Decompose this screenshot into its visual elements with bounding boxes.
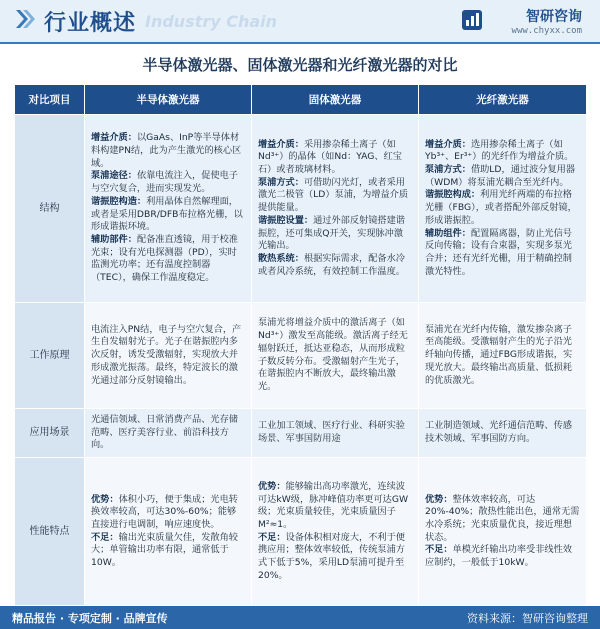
row-label: 工作原理 <box>15 303 85 409</box>
cell-text: 泵浦光在光纤内传输，激发掺杂离子至高能级。受激辐射产生的光子沿光纤轴向传播，通过FBG形成谐振，实现光放大。最终输出高质量、低损耗的优质激光。 <box>425 323 573 386</box>
table-cell <box>252 303 419 409</box>
cell-paragraph <box>258 177 412 215</box>
cell-paragraph <box>91 324 245 387</box>
table-row <box>15 115 587 303</box>
section-title: 行业概述 <box>44 11 137 36</box>
cell-keyword: 谐振腔构造： <box>91 195 147 207</box>
cell-keyword: 泵浦方式： <box>258 176 304 188</box>
cell-keyword: 增益介质： <box>258 138 304 150</box>
cell-paragraph <box>425 544 580 569</box>
cell-paragraph <box>91 494 245 532</box>
cell-text: 设备体积相对庞大，不利于便携应用；整体效率较低，传统泵浦方式下低于5%，采用LD泵浦可提升至20%。 <box>258 531 405 581</box>
cell-text: 配置隔离器，防止光信号反向传输；设有合束器，实现多泵光合并；还有光纤光栅，用于精确控制激光特性。 <box>425 227 572 277</box>
table-cell <box>252 115 419 303</box>
cell-keyword: 不足： <box>91 531 119 543</box>
cell-paragraph <box>258 215 412 253</box>
cell-keyword: 优势： <box>258 480 286 492</box>
table-row <box>15 409 587 458</box>
cell-text: 配备准直透镜，用于校准光束；设有光电探测器（PD），实时监测光功率；还有温度控制器（TEC），确保工作温度稳定。 <box>91 233 238 283</box>
cell-text: 采用掺杂稀土离子（如Nd³⁺）的晶体（如Nd：YAG、红宝石）或者玻璃材料。 <box>258 138 402 176</box>
cell-text: 体积小巧，便于集成；光电转换效率较高，可达30%-60%；能够直接进行电调制，响应速度快。 <box>91 493 238 530</box>
cell-text: 光通信领域、日常消费产品、光存储范畴、医疗美容行业、前沿科技方向。 <box>91 414 238 451</box>
cell-text: 输出光束质量欠佳，发散角较大；单管输出功率有限，通常低于10W。 <box>91 531 238 568</box>
row-label: 结构 <box>15 115 85 303</box>
comparison-table-wrap <box>14 84 586 604</box>
table-cell <box>252 409 419 458</box>
cell-paragraph <box>425 324 580 387</box>
cell-text: 以GaAs、InP等半导体材料构建PN结，此为产生激光的核心区域。 <box>91 132 242 169</box>
table-header-row <box>15 85 587 115</box>
cell-keyword: 优势： <box>425 493 453 505</box>
cell-text: 泵浦光将增益介质中的激活离子（如Nd³⁺）激发至高能级。激活离子经无辐射跃迁，抵达亚稳态，从而形成粒子数反转分布。受激辐射产生光子，在谐振腔内不断放大，最终输出激光。 <box>258 317 408 392</box>
cell-keyword: 谐振腔构成： <box>425 189 481 201</box>
table-cell <box>419 115 587 303</box>
table-cell <box>419 458 587 606</box>
cell-keyword: 泵浦途径： <box>91 170 137 182</box>
cell-text: 单模光纤输出功率受非线性效应制约，一般低于10kW。 <box>425 544 572 568</box>
cell-keyword: 辅助部件： <box>91 233 137 245</box>
cell-paragraph <box>91 234 245 285</box>
row-label: 性能特点 <box>15 458 85 606</box>
table-row <box>15 303 587 409</box>
footer-source: 资料来源：智研咨询整理 <box>467 612 588 625</box>
comparison-table <box>14 84 587 606</box>
cell-text: 通过外部反射镜搭建谐振腔，还可集成Q开关，实现脉冲激光输出。 <box>258 214 405 252</box>
cell-paragraph <box>91 132 245 170</box>
cell-paragraph <box>91 532 245 570</box>
cell-keyword: 辅助组件： <box>425 227 471 239</box>
cell-keyword: 增益介质： <box>91 132 137 144</box>
table-row <box>15 458 587 606</box>
header-semiconductor-laser: 半导体激光器 <box>85 85 252 115</box>
cell-paragraph <box>91 414 245 452</box>
cell-paragraph <box>425 494 580 545</box>
table-cell <box>419 303 587 409</box>
cell-paragraph <box>91 196 245 234</box>
cell-text: 工业加工领域、医疗行业、科研实验场景、军事国防用途 <box>258 420 405 445</box>
cell-keyword: 泵浦方式： <box>425 164 471 176</box>
cell-paragraph <box>91 170 245 195</box>
cell-paragraph <box>258 420 412 445</box>
section-header <box>0 0 600 44</box>
cell-text: 根据实际需求，配备水冷或者风冷系统，有效控制工作温度。 <box>258 252 405 277</box>
cell-paragraph <box>258 532 412 583</box>
cell-text: 电流注入PN结，电子与空穴复合，产生自发辐射光子。光子在谐振腔内多次反射，诱发受激辐射，实现放大并形成激光振荡。最终，特定波长的激光通过部分反射镜输出。 <box>91 323 242 386</box>
double-chevron-icon <box>14 8 36 30</box>
table-cell <box>419 409 587 458</box>
cell-text: 能够输出高功率激光，连续波可达kW级，脉冲峰值功率更可达GW级；光束质量较佳，光束质量因子M²≈1。 <box>258 480 409 530</box>
cell-paragraph <box>258 481 412 532</box>
brand-name: 智研咨询 <box>526 9 582 25</box>
row-label: 应用场景 <box>15 409 85 458</box>
cell-paragraph <box>425 139 580 164</box>
page-title: 半导体激光器、固体激光器和光纤激光器的对比 <box>142 56 458 74</box>
cell-paragraph <box>425 228 580 279</box>
footer-bar <box>0 606 600 629</box>
cell-text: 整体效率较高，可达20%-40%；散热性能出色，通常无需水冷系统；光束质量优良，接近理想状态。 <box>425 493 580 543</box>
cell-text: 利用晶体自然解理面，或者是采用DBR/DFB布拉格光栅，以形成谐振环境。 <box>91 195 243 233</box>
table-cell <box>85 303 252 409</box>
cell-keyword: 谐振腔设置： <box>258 214 314 226</box>
table-cell <box>85 409 252 458</box>
cell-text: 依靠电流注入，促使电子与空穴复合，进而实现发光。 <box>91 170 238 195</box>
cell-text: 选用掺杂稀土离子（如Yb³⁺、Er³⁺）的光纤作为增益介质。 <box>425 138 574 163</box>
cell-paragraph <box>425 420 580 445</box>
cell-keyword: 优势： <box>91 493 119 505</box>
cell-keyword: 不足： <box>425 544 453 556</box>
cell-paragraph <box>258 317 412 393</box>
cell-text: 可借助闪光灯，或者采用激光二极管（LD）泵浦，为增益介质提供能量。 <box>258 176 409 214</box>
cell-paragraph <box>258 253 412 278</box>
table-cell <box>85 458 252 606</box>
header-solid-state-laser: 固体激光器 <box>252 85 419 115</box>
header-watermark: Industry Chain <box>145 12 278 31</box>
header-compare-item: 对比项目 <box>15 85 85 115</box>
cell-paragraph <box>425 164 580 189</box>
table-cell <box>252 458 419 606</box>
cell-text: 利用光纤两端的布拉格光栅（FBG），或者搭配外部反射镜，形成谐振腔。 <box>425 189 577 226</box>
footer-slogan: 精品报告 · 专项定制 · 品牌宣传 <box>12 612 168 625</box>
cell-keyword: 增益介质： <box>425 138 471 150</box>
brand-logo-icon <box>460 8 484 32</box>
brand-url: www.chyxx.com <box>511 26 582 36</box>
cell-keyword: 散热系统： <box>258 252 304 264</box>
header-fiber-laser: 光纤激光器 <box>419 85 587 115</box>
cell-paragraph <box>425 189 580 227</box>
cell-paragraph <box>258 139 412 177</box>
cell-keyword: 不足： <box>258 531 286 543</box>
table-cell <box>85 115 252 303</box>
cell-text: 工业制造领域、光纤通信范畴、传感技术领域、军事国防方向。 <box>425 420 572 445</box>
cell-text: 借助LD，通过波分复用器（WDM）将泵浦光耦合至光纤内。 <box>425 164 576 188</box>
